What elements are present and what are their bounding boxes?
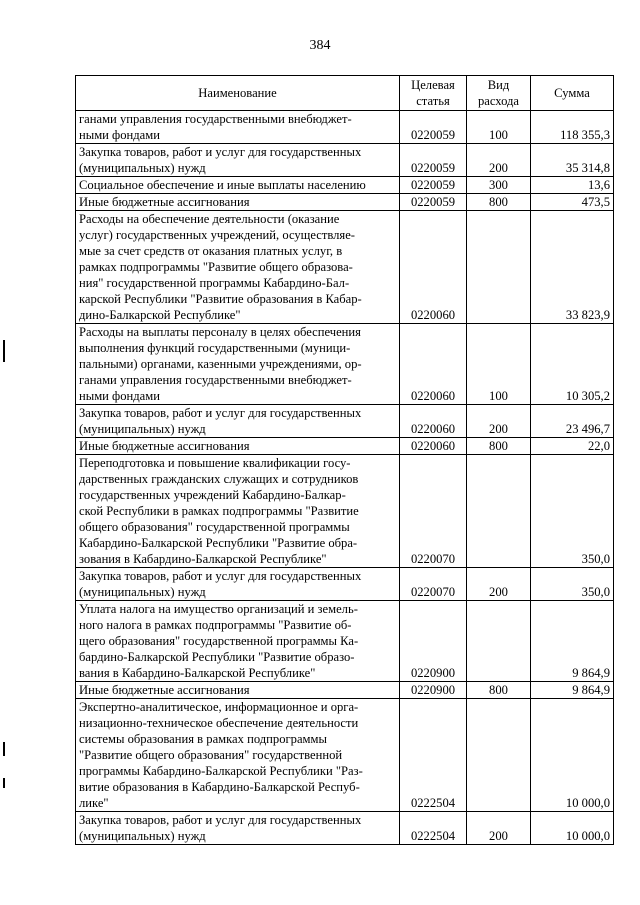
cell-target-article: 0222504 [400, 699, 467, 812]
cell-target-article: 0220059 [400, 144, 467, 177]
cell-expense-type: 300 [467, 177, 531, 194]
cell-sum: 9 864,9 [531, 682, 614, 699]
cell-sum: 473,5 [531, 194, 614, 211]
cell-expense-type [467, 699, 531, 812]
cell-expense-type: 100 [467, 111, 531, 144]
cell-name: ганами управления государственными внебюджет- ными фондами [76, 111, 400, 144]
cell-target-article: 0220059 [400, 177, 467, 194]
table-row [76, 682, 614, 699]
cell-expense-type: 200 [467, 568, 531, 601]
table-row [76, 111, 614, 144]
cell-target-article: 0220059 [400, 111, 467, 144]
cell-name: Экспертно-аналитическое, информационное и орга- низационно-техническое обеспечение деятельности системы образования в рамках подпрограммы "Развитие общего образования" государственной программы Кабардино-Балкарской Республики "Раз- витие образования в Кабардино-Балкарской Респуб- лике" [76, 699, 400, 812]
cell-name: Уплата налога на имущество организаций и земель- ного налога в рамках подпрограммы "Развитие об- щего образования" государственной программы Ка- бардино-Балкарской Республики "Развитие образо- вания в Кабардино-Балкарской Республике" [76, 601, 400, 682]
cell-sum: 13,6 [531, 177, 614, 194]
cell-target-article: 0220900 [400, 601, 467, 682]
cell-sum: 9 864,9 [531, 601, 614, 682]
cell-sum: 10 000,0 [531, 699, 614, 812]
cell-expense-type: 800 [467, 194, 531, 211]
cell-sum: 23 496,7 [531, 405, 614, 438]
table-header-row [76, 76, 614, 111]
header-name: Наименование [76, 76, 400, 111]
cell-target-article: 0220060 [400, 405, 467, 438]
cell-target-article: 0220060 [400, 324, 467, 405]
margin-scan-mark [3, 340, 5, 362]
cell-target-article: 0220060 [400, 211, 467, 324]
page-number: 384 [309, 38, 331, 53]
table-row [76, 405, 614, 438]
cell-sum: 350,0 [531, 455, 614, 568]
cell-target-article: 0220900 [400, 682, 467, 699]
margin-scan-mark [3, 742, 5, 756]
table-row [76, 177, 614, 194]
table-row [76, 601, 614, 682]
cell-sum: 118 355,3 [531, 111, 614, 144]
cell-expense-type: 800 [467, 682, 531, 699]
header-target-article: Целевая статья [400, 76, 467, 111]
cell-name: Расходы на обеспечение деятельности (оказание услуг) государственных учреждений, осуществляе- мые за счет средств от оказания платных услуг, в рамках подпрограммы "Развитие общего образова- ния" государственной программы Кабардино-Бал- карской Республики "Развитие образования в Кабар- дино-Балкарской Республике" [76, 211, 400, 324]
table-row [76, 455, 614, 568]
cell-sum: 10 000,0 [531, 812, 614, 845]
cell-name: Закупка товаров, работ и услуг для государственных (муниципальных) нужд [76, 812, 400, 845]
table-row [76, 194, 614, 211]
cell-expense-type: 200 [467, 812, 531, 845]
cell-expense-type: 100 [467, 324, 531, 405]
header-expense-type: Вид расхода [467, 76, 531, 111]
cell-expense-type [467, 211, 531, 324]
cell-name: Переподготовка и повышение квалификации госу- дарственных гражданских служащих и сотрудников государственных учреждений Кабардино-Балкар- ской Республики в рамках подпрограммы "Развитие общего образования" государственной программы Кабардино-Балкарской Республики "Развитие обра- зования в Кабардино-Балкарской Республике" [76, 455, 400, 568]
table-row [76, 211, 614, 324]
cell-name: Закупка товаров, работ и услуг для государственных (муниципальных) нужд [76, 144, 400, 177]
cell-expense-type: 200 [467, 144, 531, 177]
table-row [76, 144, 614, 177]
cell-name: Закупка товаров, работ и услуг для государственных (муниципальных) нужд [76, 568, 400, 601]
budget-table [75, 75, 614, 845]
cell-expense-type [467, 455, 531, 568]
cell-sum: 33 823,9 [531, 211, 614, 324]
cell-sum: 10 305,2 [531, 324, 614, 405]
cell-name: Иные бюджетные ассигнования [76, 438, 400, 455]
cell-expense-type [467, 601, 531, 682]
header-sum: Сумма [531, 76, 614, 111]
cell-name: Иные бюджетные ассигнования [76, 682, 400, 699]
cell-name: Иные бюджетные ассигнования [76, 194, 400, 211]
margin-scan-mark [3, 778, 5, 788]
cell-target-article: 0220070 [400, 455, 467, 568]
table-row [76, 324, 614, 405]
cell-name: Социальное обеспечение и иные выплаты населению [76, 177, 400, 194]
cell-expense-type: 800 [467, 438, 531, 455]
cell-sum: 22,0 [531, 438, 614, 455]
table-row [76, 438, 614, 455]
table-row [76, 812, 614, 845]
table-row [76, 699, 614, 812]
cell-target-article: 0220060 [400, 438, 467, 455]
cell-sum: 35 314,8 [531, 144, 614, 177]
cell-name: Закупка товаров, работ и услуг для государственных (муниципальных) нужд [76, 405, 400, 438]
cell-target-article: 0222504 [400, 812, 467, 845]
cell-sum: 350,0 [531, 568, 614, 601]
cell-target-article: 0220059 [400, 194, 467, 211]
cell-name: Расходы на выплаты персоналу в целях обеспечения выполнения функций государственными (муници- пальными) органами, казенными учреждениями, ор- ганами управления государственными внебюджет- ными фондами [76, 324, 400, 405]
cell-target-article: 0220070 [400, 568, 467, 601]
cell-expense-type: 200 [467, 405, 531, 438]
table-row [76, 568, 614, 601]
